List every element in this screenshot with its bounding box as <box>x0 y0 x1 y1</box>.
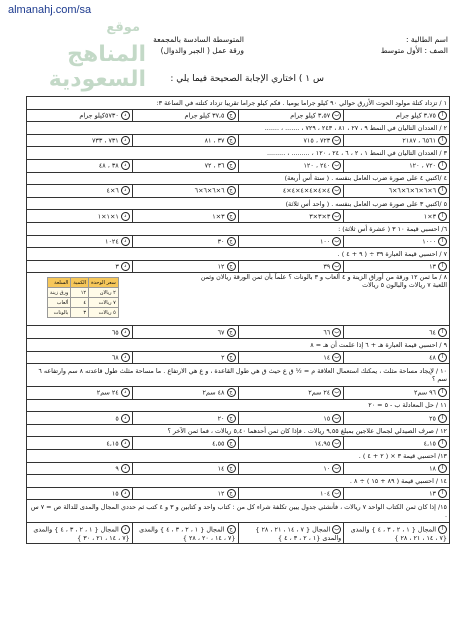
option-value: ٦٥٦١ ، ٢١٨٧ <box>402 136 436 145</box>
question-row <box>27 172 450 185</box>
option-letter-circle: أ <box>438 388 447 397</box>
question-row <box>27 122 450 135</box>
option-value: ٦٧ <box>217 328 225 337</box>
price-table-cell: السلعة <box>48 278 71 288</box>
answer-option[interactable] <box>238 260 344 273</box>
school-name: المتوسطة السادسة بالمجمعة <box>153 35 244 44</box>
answer-option[interactable] <box>132 134 238 147</box>
answer-option[interactable] <box>27 210 133 223</box>
question-row <box>27 248 450 261</box>
option-letter-circle: د <box>121 414 130 423</box>
option-letter-circle: أ <box>438 328 447 337</box>
student-info <box>338 34 448 56</box>
answer-option[interactable] <box>344 437 450 450</box>
question-text-content: ٨ / ما ثمن ١٢ ورقة من أوراق الزينة و ٤ ألعاب و ٣ بالونات ؟ علماً بأن ثمن الورقة ريالان وثمن اللعبة ٧ ريالات والبالون ٥ ريالات <box>200 273 447 290</box>
question-row <box>27 97 450 110</box>
answer-option[interactable] <box>132 437 238 450</box>
answer-option[interactable] <box>27 159 133 172</box>
price-table-cell: ٥ ريالات <box>89 308 119 318</box>
options-row <box>27 487 450 500</box>
answer-option[interactable] <box>27 260 133 273</box>
option-letter-circle: أ <box>438 136 447 145</box>
answer-option[interactable] <box>132 185 238 198</box>
answer-option[interactable] <box>132 351 238 364</box>
option-letter-circle: أ <box>438 111 447 120</box>
option-letter-circle: ج <box>227 388 236 397</box>
options-row <box>27 159 450 172</box>
option-value: ١٣ <box>429 489 436 498</box>
answer-option[interactable] <box>344 210 450 223</box>
option-value: ٢ <box>221 353 225 362</box>
option-letter-circle: د <box>121 262 130 271</box>
answer-option[interactable] <box>27 326 133 339</box>
answer-option[interactable] <box>27 487 133 500</box>
question-row <box>27 424 450 437</box>
question-text: ١٠ / لإيجاد مساحة مثلث ، يمكنك استعمال العلاقة م = ½ ق ع حيث ق هي طول القاعدة ، و ع هي الارتفاع . ما مساحة مثلث طول قاعدته ٨ سم وارتفاعه ٦ سم ؟ <box>27 364 450 387</box>
options-row <box>27 351 450 364</box>
option-value: ١×١×١ <box>97 212 119 221</box>
option-value: ٣×٣×٣ <box>309 212 331 221</box>
answer-option[interactable] <box>238 462 344 475</box>
option-value: ٣٩ <box>323 262 331 271</box>
questions-table <box>26 96 450 544</box>
option-letter-circle: ب <box>332 328 341 337</box>
option-value: ١٤,٩٥ <box>314 439 331 448</box>
price-table-cell: ٢ ريالان <box>89 288 119 298</box>
price-table <box>47 277 119 318</box>
answer-option[interactable] <box>344 462 450 475</box>
option-letter-circle: ب <box>332 262 341 271</box>
price-table-cell: ٧ ريالات <box>89 298 119 308</box>
option-letter-circle: د <box>121 328 130 337</box>
option-letter-circle: ب <box>332 111 341 120</box>
option-value: ١٣ <box>429 262 436 271</box>
option-value: ٥٧٣٠كيلو جرام <box>79 111 119 120</box>
option-value: ٤٨ سم٢ <box>202 388 225 397</box>
option-value: ١٥ <box>323 414 331 423</box>
question-text: ٢ / العددان التاليان في النمط ٩ ، ٢٧ ، ٨١ ، ٢٤٣ ، ٧٢٩ ، ....... ، ....... <box>27 122 450 135</box>
option-letter-circle: أ <box>438 212 447 221</box>
option-value: ٣,٧٥ كيلو جرام <box>395 111 436 120</box>
answer-option[interactable] <box>238 487 344 500</box>
question-row <box>27 364 450 387</box>
price-table-row <box>48 308 119 318</box>
answer-option[interactable] <box>344 523 450 544</box>
answer-option[interactable] <box>27 134 133 147</box>
option-letter-circle: ج <box>227 212 236 221</box>
answer-option[interactable] <box>132 462 238 475</box>
answer-option[interactable] <box>238 134 344 147</box>
option-letter-circle: ج <box>227 353 236 362</box>
question-text: ١ / تزداد كتلة مولود الحوت الأزرق حوالي ٩٠ كيلو جراما يوميا . فكم كيلو جراما تقريبا تزداد كتلته في الساعة ٣: <box>27 97 450 110</box>
answer-option[interactable] <box>238 437 344 450</box>
option-value: ١٢ <box>217 262 225 271</box>
answer-option[interactable] <box>27 235 133 248</box>
options-row <box>27 185 450 198</box>
option-value: ٧٣١ ، ٧٣٣ <box>91 136 119 145</box>
question-row <box>27 197 450 210</box>
price-table-cell: سعر الوحدة <box>89 278 119 288</box>
answer-option[interactable] <box>238 387 344 400</box>
option-value: ٣×١ <box>423 212 436 221</box>
option-letter-circle: أ <box>438 237 447 246</box>
question-text: ٧ / احسبي قيمة العبارة ٣٩ ÷ ( ٩ + ٤ ) . <box>27 248 450 261</box>
option-value: ٤,١٥ <box>423 439 436 448</box>
answer-option[interactable] <box>132 412 238 425</box>
option-letter-circle: أ <box>438 414 447 423</box>
watermark-main-text: المناهج السعودية <box>48 42 146 92</box>
option-letter-circle: د <box>121 353 130 362</box>
option-letter-circle: ج <box>227 262 236 271</box>
option-value: ٧٢٠ ، ١٢٠ <box>409 161 436 170</box>
option-letter-circle: أ <box>438 525 447 534</box>
answer-option[interactable] <box>238 109 344 122</box>
answer-option[interactable] <box>344 159 450 172</box>
option-value: ١٠٠٠ <box>422 237 436 246</box>
question-row <box>27 399 450 412</box>
answer-option[interactable] <box>132 387 238 400</box>
question-row <box>27 500 450 523</box>
watermark-top-text: موقع <box>106 20 140 35</box>
options-row <box>27 523 450 544</box>
option-value: ٣,٥٧ كيلو جرام <box>290 111 331 120</box>
option-letter-circle: ج <box>227 161 236 170</box>
answer-option[interactable] <box>344 235 450 248</box>
option-letter-circle: د <box>121 439 130 448</box>
question-text: ١٤ / احسبي قيمة ( ٨٩ + ١٥ ) ÷ ٨ . <box>27 475 450 488</box>
student-name-label: اسم الطالبة : <box>405 35 448 44</box>
question-row <box>27 222 450 235</box>
options-row <box>27 235 450 248</box>
options-row <box>27 326 450 339</box>
answer-option[interactable] <box>132 159 238 172</box>
answer-option[interactable] <box>132 260 238 273</box>
options-row <box>27 412 450 425</box>
option-letter-circle: د <box>121 212 130 221</box>
options-row <box>27 462 450 475</box>
option-value: ١٨ <box>429 464 436 473</box>
question-text: ١٥/ إذا كان ثمن الكتاب الواحد ٧ ريالات ، فأنشئي جدول يبين تكلفة شراء كل من : كتاب واحد و كتابين و ٣ و ٤ كتب ثم حددي المجال والمدى للدالة ص = ٧ س . <box>27 500 450 523</box>
option-letter-circle: ج <box>227 489 236 498</box>
option-value: ٦٥ <box>111 328 119 337</box>
option-value: ١٢ <box>217 489 225 498</box>
answer-option[interactable] <box>132 109 238 122</box>
option-letter-circle: أ <box>438 353 447 362</box>
price-table-row <box>48 298 119 308</box>
answer-option[interactable] <box>238 235 344 248</box>
option-letter-circle: أ <box>438 489 447 498</box>
option-value: ٣ <box>115 262 119 271</box>
option-letter-circle: د <box>121 489 130 498</box>
price-table-cell: ٣ <box>71 308 89 318</box>
answer-option[interactable] <box>27 351 133 364</box>
options-row <box>27 387 450 400</box>
answer-option[interactable] <box>132 210 238 223</box>
question-text: ١١ / حل المعادلة ب - ٥ = ٢٠ <box>27 399 450 412</box>
answer-option[interactable] <box>344 260 450 273</box>
option-letter-circle: ب <box>332 439 341 448</box>
options-row <box>27 134 450 147</box>
question-text: ٩ / احسبي قيمة العبارة هـ + ٦ إذا علمت أن هـ = ٨ <box>27 338 450 351</box>
answer-option[interactable] <box>132 326 238 339</box>
question-row <box>27 338 450 351</box>
site-url[interactable]: almanahj.com/sa <box>8 4 92 16</box>
answer-option[interactable] <box>344 351 450 364</box>
option-value: ٢٤ سم٢ <box>308 388 331 397</box>
answer-option[interactable] <box>238 210 344 223</box>
answer-option[interactable] <box>238 185 344 198</box>
option-value: ٧٢٣ ، ٧١٥ <box>303 136 331 145</box>
question-text <box>27 273 450 326</box>
option-letter-circle: ج <box>227 414 236 423</box>
option-letter-circle: ب <box>332 237 341 246</box>
worksheet-title: ورقة عمل ( الجبر والدوال) <box>160 46 244 55</box>
option-letter-circle: د <box>121 186 130 195</box>
option-value: ٤,١٥ <box>106 439 119 448</box>
option-value: المجال { ١ ، ٢ ، ٣ ، ٤ } والمدى {٧ ، ١٤ ، ٢١ ، ٣٠ } <box>33 525 130 542</box>
answer-option[interactable] <box>344 185 450 198</box>
price-table-cell: ورق زينة <box>48 288 71 298</box>
option-letter-circle: د <box>121 161 130 170</box>
option-value: المجال { ١ ، ٢ ، ٣ ، ٤ } والمدى {٧ ، ١٤ ، ٢٠ ، ٢٨ } <box>139 525 236 542</box>
option-letter-circle: أ <box>438 186 447 195</box>
question-text: ٦/ احسبي قيمة ١٠ ٣ ( عشرة أس ثلاثة) : <box>27 222 450 235</box>
option-value: ١٠٠ <box>319 237 331 246</box>
option-value: ٤,٥٥ <box>212 439 225 448</box>
answer-option[interactable] <box>344 134 450 147</box>
answer-option[interactable] <box>238 159 344 172</box>
option-value: ٣×١ <box>212 212 225 221</box>
option-value: ٢٥ <box>429 414 436 423</box>
price-table-cell: بالونات <box>48 308 71 318</box>
option-value: ١٠٢٤ <box>105 237 119 246</box>
options-row <box>27 437 450 450</box>
option-value: ٢٤ سم٢ <box>96 388 119 397</box>
answer-option[interactable] <box>132 235 238 248</box>
option-letter-circle: ج <box>227 111 236 120</box>
option-letter-circle: ب <box>332 388 341 397</box>
answer-option[interactable] <box>132 523 238 544</box>
question-text: ٣ / العددان التاليان في النمط ١ ، ٢ ، ٦ ، ٢٤ ، ١٢٠ ، ......... ، ......... <box>27 147 450 160</box>
option-value: المجال { ١ ، ٢ ، ٣ ، ٤ } والمدى {٧ ، ١٤ ، ٢١ ، ٢٨ } <box>350 525 447 542</box>
option-letter-circle: ج <box>227 186 236 195</box>
answer-option[interactable] <box>27 185 133 198</box>
answer-option[interactable] <box>238 326 344 339</box>
class-label: الصف : الأول متوسط <box>380 46 448 55</box>
answer-option[interactable] <box>238 412 344 425</box>
answer-option[interactable] <box>344 487 450 500</box>
answer-option[interactable] <box>344 412 450 425</box>
option-value: ٤٨ <box>429 353 436 362</box>
option-value: ٢٠ <box>217 414 225 423</box>
option-letter-circle: ج <box>227 237 236 246</box>
question-text: ١٣/ احسبي قيمة ٣ × ( ٢ + ٤ ) . <box>27 450 450 463</box>
option-value: ٥ <box>115 414 119 423</box>
answer-option[interactable] <box>344 387 450 400</box>
option-letter-circle: ج <box>227 136 236 145</box>
option-letter-circle: ب <box>332 212 341 221</box>
price-table-cell: ألعاب <box>48 298 71 308</box>
option-letter-circle: ب <box>332 414 341 423</box>
option-letter-circle: أ <box>438 464 447 473</box>
option-value: ٤×٤×٤×٤×٤×٤ <box>282 186 331 195</box>
option-letter-circle: ب <box>332 489 341 498</box>
answer-option[interactable] <box>27 523 133 544</box>
option-value: ٣٧ ، ٨١ <box>204 136 225 145</box>
option-value: ٦٨ <box>111 353 119 362</box>
option-letter-circle: ب <box>332 464 341 473</box>
answer-option[interactable] <box>27 387 133 400</box>
option-value: ٩ <box>115 464 119 473</box>
question-row <box>27 273 450 326</box>
option-letter-circle: د <box>121 388 130 397</box>
option-letter-circle: ج <box>227 525 236 534</box>
option-letter-circle: ب <box>332 161 341 170</box>
option-value: ٩٦ سم٢ <box>414 388 436 397</box>
option-letter-circle: د <box>121 111 130 120</box>
answer-option[interactable] <box>27 437 133 450</box>
answer-option[interactable] <box>27 462 133 475</box>
option-letter-circle: ب <box>332 353 341 362</box>
answer-option[interactable] <box>27 109 133 122</box>
option-letter-circle: ب <box>332 186 341 195</box>
price-table-cell: الكمية <box>71 278 89 288</box>
question-row <box>27 147 450 160</box>
answer-option[interactable] <box>27 412 133 425</box>
options-row <box>27 109 450 122</box>
question-text: ٤ /اكتبي ٤ على صورة ضرب العامل بنفسه . ( ستة أس أربعة) <box>27 172 450 185</box>
price-table-row <box>48 288 119 298</box>
option-value: ١٠٤ <box>319 489 331 498</box>
option-letter-circle: أ <box>438 161 447 170</box>
option-letter-circle: د <box>121 525 130 534</box>
option-letter-circle: د <box>121 237 130 246</box>
option-value: ١٤ <box>217 464 225 473</box>
options-row <box>27 210 450 223</box>
option-letter-circle: أ <box>438 262 447 271</box>
answer-option[interactable] <box>238 351 344 364</box>
option-value: ٢٤٠ ، ١٢٠ <box>303 161 331 170</box>
question-row <box>27 450 450 463</box>
option-value: المجال { ٧ ، ١٤ ، ٢١ ، ٢٨ } والمدى {١ ، ٢ ، ٣ ، ٤ } <box>255 525 342 542</box>
option-value: ٦×٤ <box>106 186 119 195</box>
option-value: ٦×٦×٦×٦ <box>194 186 225 195</box>
option-value: ٦٤ <box>429 328 436 337</box>
option-value: ١٠ <box>323 464 331 473</box>
option-value: ١٤ <box>323 353 331 362</box>
option-letter-circle: أ <box>438 439 447 448</box>
price-table-cell: ٤ <box>71 298 89 308</box>
answer-option[interactable] <box>344 326 450 339</box>
option-letter-circle: ب <box>332 136 341 145</box>
option-letter-circle: ج <box>227 439 236 448</box>
option-letter-circle: د <box>121 464 130 473</box>
question-text: ٥ /اكتبي ٣ على صورة ضرب العامل بنفسه . ( واحد أس ثلاثة) <box>27 197 450 210</box>
option-letter-circle: د <box>121 136 130 145</box>
price-table-cell: ١٢ <box>71 288 89 298</box>
answer-option[interactable] <box>344 109 450 122</box>
answer-option[interactable] <box>238 523 344 544</box>
option-value: ٦×٦×٦×٦×٦×٦ <box>388 186 436 195</box>
option-value: ٦٦ <box>323 328 331 337</box>
option-letter-circle: ب <box>332 525 341 534</box>
options-row <box>27 260 450 273</box>
option-value: ٣٦ ، ٧٢ <box>204 161 225 170</box>
question-text: ١٢ / صرف الصيدلي لجمال علاجين بمبلغ ٩,٥٥ ريالات . فإذا كان ثمن أحدهما ٥,٤٠ ريالات ، فما ثمن الآخر ؟ <box>27 424 450 437</box>
price-table-row <box>48 278 119 288</box>
option-value: ٣٧,٥ كيلو جرام <box>184 111 225 120</box>
option-value: ١٥ <box>111 489 119 498</box>
option-value: ٣٨ ، ٤٨ <box>98 161 119 170</box>
option-letter-circle: ج <box>227 464 236 473</box>
option-value: ٣٠ <box>217 237 225 246</box>
answer-option[interactable] <box>132 487 238 500</box>
instructions: س ١ ) اختاري الإجابة الصحيحة فيما يلي : <box>170 74 324 84</box>
option-letter-circle: ج <box>227 328 236 337</box>
school-info <box>124 34 244 56</box>
question-row <box>27 475 450 488</box>
